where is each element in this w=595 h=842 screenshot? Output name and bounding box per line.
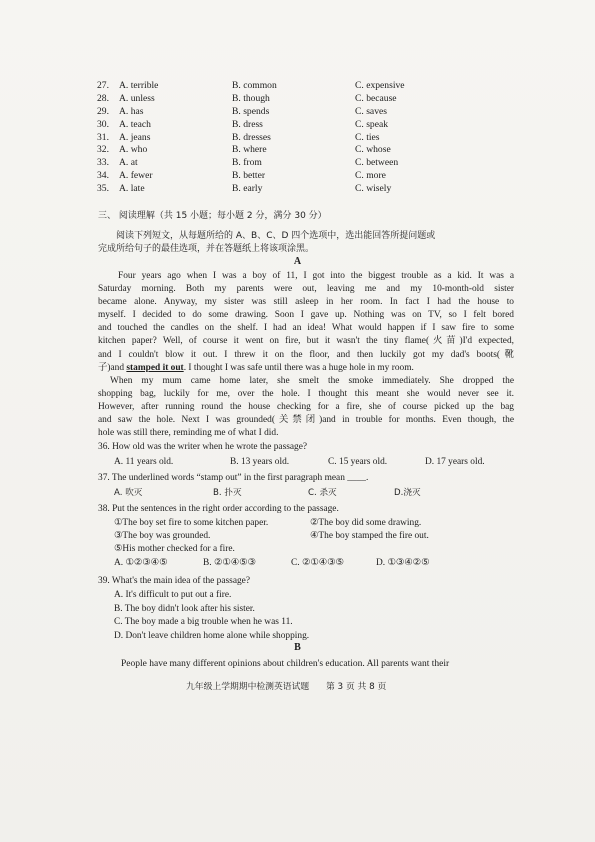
section-instruction: 阅读下列短文，从每题所给的 A、B、C、D 四个选项中，选出能回答所提问题或 xyxy=(116,231,436,241)
option-a[interactable]: A. unless xyxy=(119,92,155,104)
question-39-stem: 39. What's the main idea of the passage? xyxy=(98,576,250,586)
option-b[interactable]: B. ②①④⑤③ xyxy=(203,558,256,568)
option-c[interactable]: C. because xyxy=(355,92,397,104)
cloze-options-list xyxy=(97,80,517,196)
question-number: 32. xyxy=(97,144,109,156)
text-span: . I thought I was safe until there was a huge hole in my room. xyxy=(183,362,414,373)
option-d[interactable]: D. ①③④②⑤ xyxy=(376,558,430,568)
text-line: Saturday morning. Both my parents were out, leaving me and my 10-month-old sister xyxy=(98,284,514,295)
option-a[interactable]: A. ①②③④⑤ xyxy=(114,558,168,568)
option-d[interactable]: D. 17 years old. xyxy=(425,457,485,467)
sentence-3: ③The boy was grounded. xyxy=(114,531,211,541)
option-a[interactable]: A. 11 years old. xyxy=(114,457,174,467)
question-number: 28. xyxy=(97,92,109,104)
option-a[interactable]: A. late xyxy=(119,183,145,195)
cloze-option-row xyxy=(97,183,517,196)
option-c[interactable]: C. whose xyxy=(355,144,391,156)
option-b[interactable]: B. dresses xyxy=(232,131,271,143)
text-line: However, after running round the house checking for a fire, she of course picked up the bag xyxy=(98,402,514,413)
option-b[interactable]: B. early xyxy=(232,183,263,195)
option-b-text: B. The boy didn't look after his sister. xyxy=(114,604,255,614)
option-c[interactable]: C. expensive xyxy=(355,80,405,91)
option-d[interactable]: D.浇灭 xyxy=(394,488,421,498)
option-b[interactable]: B. where xyxy=(232,144,267,156)
exam-name: 九年级上学期期中检测英语试题 xyxy=(186,682,310,692)
question-number: 35. xyxy=(97,183,109,195)
option-c[interactable]: C. ②①④③⑤ xyxy=(291,558,344,568)
sentence-2: ②The boy did some drawing. xyxy=(310,518,422,528)
cloze-option-row xyxy=(97,106,517,119)
question-37-options xyxy=(98,487,518,500)
option-a[interactable]: A. teach xyxy=(119,118,151,130)
question-37-stem: 37. The underlined words “stamp out” in the first paragraph mean ____. xyxy=(98,473,369,483)
text-line: myself. I decided to do some drawing. Soon I gave up. Nothing was on TV, so I felt bored xyxy=(98,310,514,321)
option-a[interactable]: A. has xyxy=(119,105,144,117)
text-line: Four years ago when I was a boy of 11, I got into the biggest trouble as a kid. It was a xyxy=(118,271,514,281)
option-a[interactable]: A. at xyxy=(119,157,138,169)
cloze-option-row xyxy=(97,119,517,132)
cloze-option-row xyxy=(97,157,517,170)
text-span: 子)and xyxy=(98,362,127,373)
question-38-options xyxy=(98,557,518,570)
question-38-sentences-row-1 xyxy=(98,517,518,530)
text-line: kitchen paper? Well, of course it went on fire, but it wasn't the tiny flame(火苗)I'd expected, xyxy=(98,336,514,347)
cloze-option-row xyxy=(97,93,517,106)
passage-a-title: A xyxy=(293,256,302,267)
option-c[interactable]: C. saves xyxy=(355,105,387,117)
sentence-4: ④The boy stamped the fire out. xyxy=(310,531,429,541)
option-a[interactable]: A. 吹灭 xyxy=(114,488,143,498)
option-d-text: D. Don't leave children home alone while shopping. xyxy=(114,631,310,641)
option-c[interactable]: C. wisely xyxy=(355,183,392,195)
section-instruction-cont: 完成所给句子的最佳选项，并在答题纸上将该项涂黑。 xyxy=(98,244,315,254)
question-36-options xyxy=(98,456,518,469)
option-c[interactable]: C. 15 years old. xyxy=(328,457,388,467)
option-c[interactable]: C. ties xyxy=(355,131,380,143)
option-c[interactable]: C. between xyxy=(355,157,399,169)
text-line: hole was still there, reminding me of what I did. xyxy=(98,428,279,439)
option-c[interactable]: C. speak xyxy=(355,118,389,130)
passage-a-paragraph-2 xyxy=(98,375,514,440)
cloze-option-row xyxy=(97,144,517,157)
text-line: and saw the hole. Next I was grounded(关禁闭)and in trouble for months. Even though, the xyxy=(98,415,514,426)
underlined-phrase: stamped it out xyxy=(126,362,184,373)
sentence-1: ①The boy set fire to some kitchen paper. xyxy=(114,518,269,528)
passage-b-title: B xyxy=(294,642,301,653)
option-b[interactable]: B. 扑灭 xyxy=(213,488,242,498)
page-number: 第 3 页 共 8 页 xyxy=(325,682,387,692)
option-b[interactable]: B. spends xyxy=(232,105,270,117)
option-c[interactable]: C. 杀灭 xyxy=(308,488,337,498)
question-38-sentences-row-2 xyxy=(98,530,518,543)
option-b[interactable]: B. from xyxy=(232,157,262,169)
text-line: shopping bag, luckily for me, over the hole. I thought this meant she would never see it. xyxy=(98,389,514,400)
option-a[interactable]: A. who xyxy=(119,144,148,156)
passage-a-paragraph-1 xyxy=(98,270,514,375)
option-b[interactable]: B. common xyxy=(232,80,277,91)
cloze-option-row xyxy=(97,132,517,145)
option-b[interactable]: B. dress xyxy=(232,118,263,130)
question-number: 34. xyxy=(97,170,109,182)
option-b[interactable]: B. better xyxy=(232,170,266,182)
option-c[interactable]: C. more xyxy=(355,170,386,182)
text-line xyxy=(98,362,514,375)
question-number: 33. xyxy=(97,157,109,169)
question-number: 31. xyxy=(97,131,109,143)
option-a[interactable]: A. jeans xyxy=(119,131,151,143)
cloze-option-row xyxy=(97,80,517,93)
option-a[interactable]: A. fewer xyxy=(119,170,153,182)
question-38-stem: 38. Put the sentences in the right order according to the passage. xyxy=(98,504,339,514)
sentence-5-text: ⑤His mother checked for a fire. xyxy=(114,544,235,554)
question-36-stem: 36. How old was the writer when he wrote the passage? xyxy=(98,442,308,452)
section-heading: 三、 阅读理解（共 15 小题；每小题 2 分，满分 30 分） xyxy=(98,211,327,221)
passage-b-first-line: People have many different opinions about children's education. All parents want their xyxy=(121,659,450,669)
text-line: and I couldn't blow it out. I threw it on the floor, and then luckily got my dad's boots(靴 xyxy=(98,349,514,360)
question-number: 29. xyxy=(97,105,109,117)
option-c-text: C. The boy made a big trouble when he was 11. xyxy=(114,617,293,627)
option-a-text: A. It's difficult to put out a fire. xyxy=(114,590,232,600)
option-b[interactable]: B. 13 years old. xyxy=(230,457,290,467)
cloze-option-row xyxy=(97,170,517,183)
text-line: and touched the candles on the shelf. I had an idea! What would happen if I saw fire to some xyxy=(98,323,514,334)
option-a[interactable]: A. terrible xyxy=(119,80,159,91)
page-footer xyxy=(186,679,400,692)
text-line: When my mum came home later, she smelt the smoke immediately. She dropped the xyxy=(110,376,514,386)
question-number: 27. xyxy=(97,80,109,91)
question-number: 30. xyxy=(97,118,109,130)
text-line: became alone. Anyway, my sister was still asleep in her room. In fact I had the house to xyxy=(98,297,514,308)
option-b[interactable]: B. though xyxy=(232,92,270,104)
